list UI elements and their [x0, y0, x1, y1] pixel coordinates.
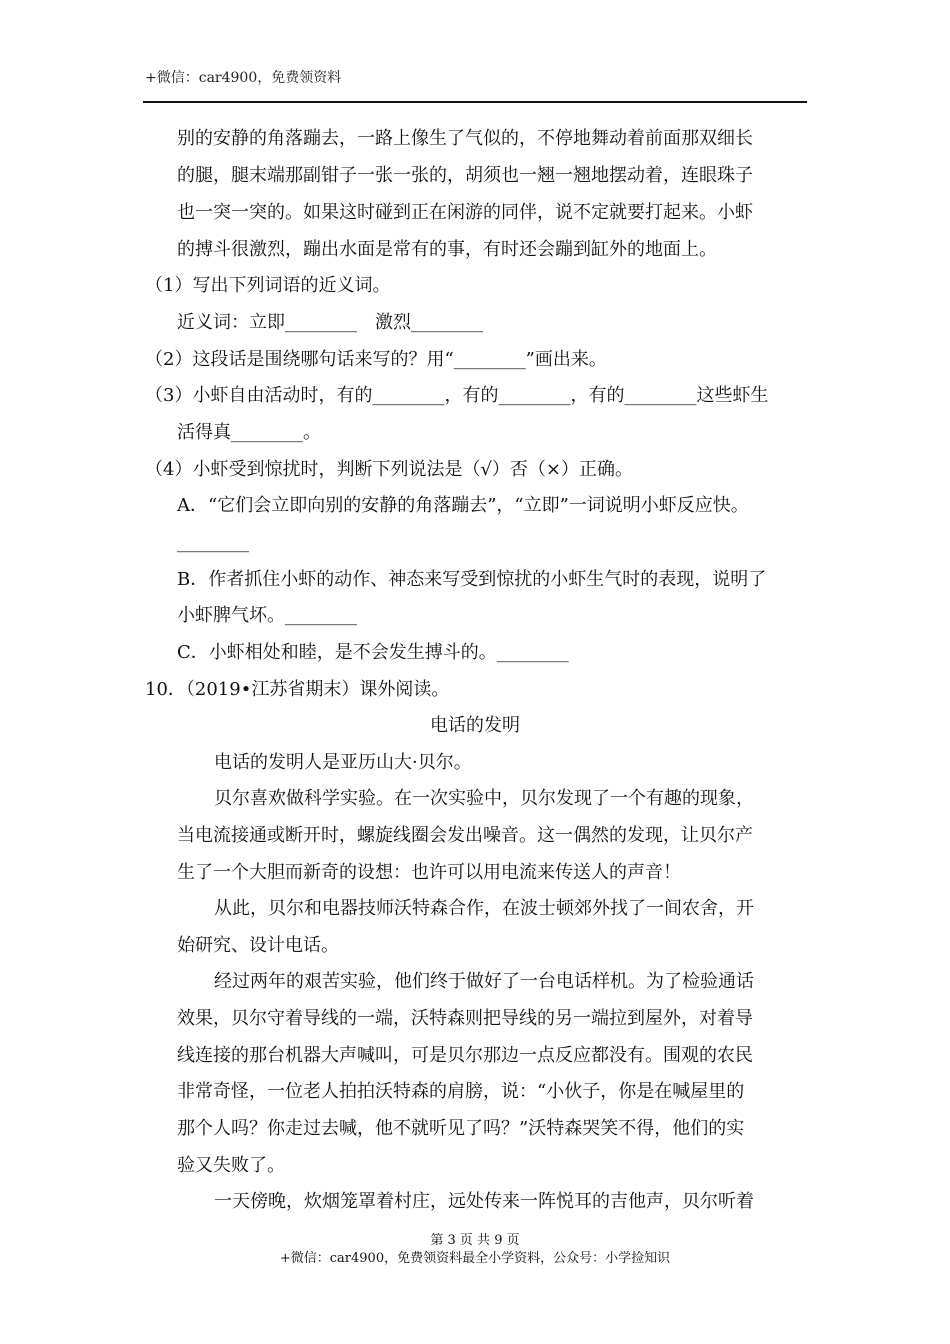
article-line: 验又失败了。	[177, 1155, 285, 1176]
passage-line: 的搏斗很激烈，蹦出水面是常有的事，有时还会蹦到缸外的地面上。	[177, 239, 717, 260]
passage-line: 别的安静的角落蹦去，一路上像生了气似的，不停地舞动着前面那双细长	[177, 128, 753, 149]
article-line: 那个人吗？你走过去喊，他不就听见了吗？”沃特森哭笑不得，他们的实	[177, 1118, 745, 1139]
question-4-option-c: C．小虾相处和睦，是不会发生搏斗的。________	[177, 642, 569, 663]
article-line: 一天傍晚，炊烟笼罩着村庄，远处传来一阵悦耳的吉他声，贝尔听着	[214, 1191, 754, 1212]
article-line: 贝尔喜欢做科学实验。在一次实验中，贝尔发现了一个有趣的现象，	[214, 788, 754, 809]
question-10-heading: 10．（2019•江苏省期末）课外阅读。	[145, 679, 450, 700]
question-4: （4）小虾受到惊扰时，判断下列说法是（√）否（×）正确。	[145, 459, 634, 480]
article-line: 效果，贝尔守着导线的一端，沃特森则把导线的另一端拉到屋外，对着导	[177, 1008, 753, 1029]
header-watermark: +微信：car4900，免费领资料	[145, 70, 342, 86]
question-4-option-b-cont: 小虾脾气坏。________	[177, 605, 357, 626]
page-number: 第 3 页 共 9 页	[430, 1233, 520, 1248]
article-line: 生了一个大胆而新奇的设想：也许可以用电流来传送人的声音！	[177, 862, 681, 883]
question-3: （3）小虾自由活动时，有的________，有的________，有的________这些虾生	[145, 385, 769, 406]
article-line: 电话的发明人是亚历山大·贝尔。	[214, 752, 472, 773]
passage-line: 的腿，腿末端那副钳子一张一张的，胡须也一翘一翘地摆动着，连眼珠子	[177, 165, 753, 186]
footer-watermark: +微信：car4900，免费领资料最全小学资料，公众号：小学捡知识	[279, 1251, 671, 1266]
question-4-option-a-blank: ________	[177, 532, 249, 553]
question-1-answer: 近义词：立即________ 激烈________	[177, 312, 483, 333]
article-title: 电话的发明	[430, 715, 520, 736]
article-line: 非常奇怪，一位老人拍拍沃特森的肩膀，说：“小伙子，你是在喊屋里的	[177, 1081, 745, 1102]
header-divider	[143, 101, 807, 103]
question-4-option-b: B．作者抓住小虾的动作、神态来写受到惊扰的小虾生气时的表现，说明了	[177, 569, 767, 590]
question-3-cont: 活得真________。	[177, 422, 321, 443]
question-2: （2）这段话是围绕哪句话来写的？用“________”画出来。	[145, 349, 607, 370]
passage-line: 也一突一突的。如果这时碰到正在闲游的同伴，说不定就要打起来。小虾	[177, 202, 753, 223]
article-line: 从此，贝尔和电器技师沃特森合作，在波士顿郊外找了一间农舍，开	[214, 898, 754, 919]
question-4-option-a: A．“它们会立即向别的安静的角落蹦去”，“立即”一词说明小虾反应快。	[177, 495, 749, 516]
article-line: 始研究、设计电话。	[177, 935, 339, 956]
question-1: （1）写出下列词语的近义词。	[145, 275, 391, 296]
article-line: 经过两年的艰苦实验，他们终于做好了一台电话样机。为了检验通话	[214, 971, 754, 992]
article-line: 线连接的那台机器大声喊叫，可是贝尔那边一点反应都没有。围观的农民	[177, 1045, 753, 1066]
article-line: 当电流接通或断开时，螺旋线圈会发出噪音。这一偶然的发现，让贝尔产	[177, 825, 753, 846]
